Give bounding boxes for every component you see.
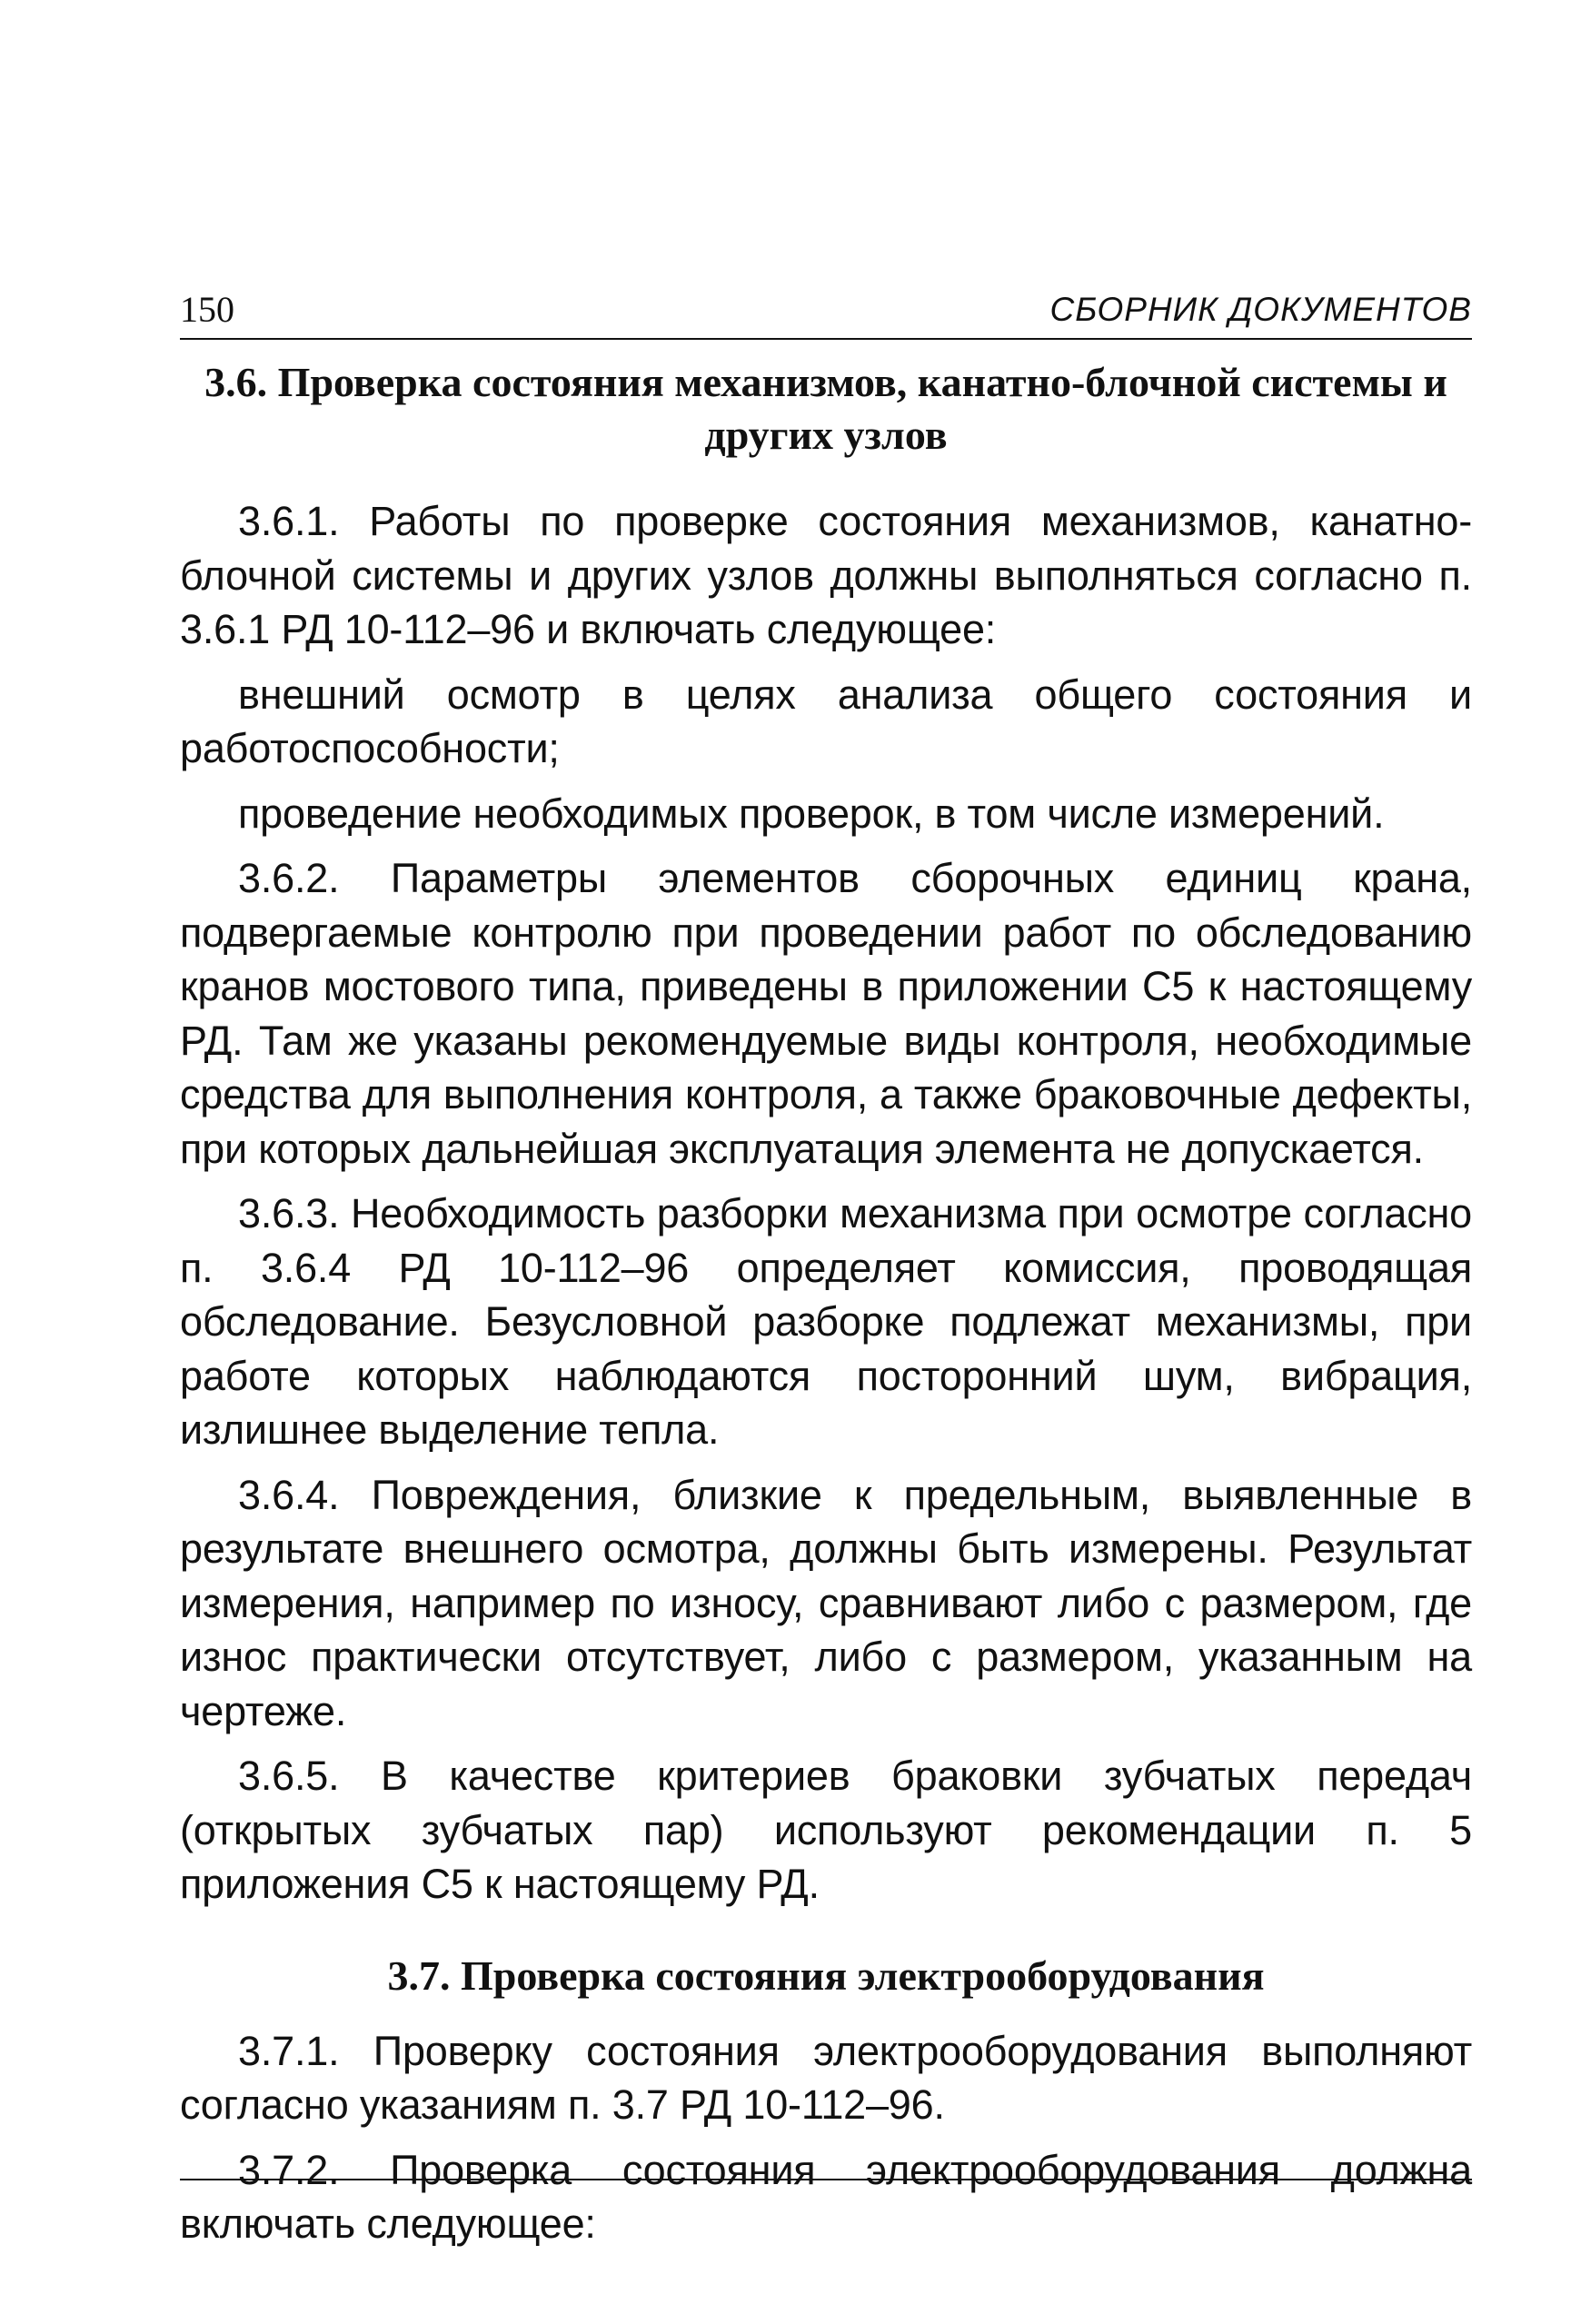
- paragraph-3-7-2: 3.7.2. Проверка состояния электрооборудования должна включать следующее:: [180, 2146, 1472, 2247]
- running-header: [180, 282, 1472, 340]
- section-heading-3-6: 3.6. Проверка состояния механизмов, канатно-блочной системы и других узлов: [204, 359, 1447, 458]
- paragraph-list-item: проведение необходимых проверок, в том числе измерений.: [238, 790, 1385, 837]
- paragraph-3-6-4: 3.6.4. Повреждения, близкие к предельным, выявленные в результате внешнего осмотра, должны быть измерены. Результат измерения, например по износу, сравнивают либо с размером, где износ практически отсутствует, либо с размером, указанным на чертеже.: [180, 1471, 1472, 1734]
- book-title: СБОРНИК ДОКУМЕНТОВ: [1049, 291, 1472, 328]
- document-page: [180, 282, 1472, 2262]
- bottom-divider: [180, 2179, 1472, 2180]
- paragraph-3-7-1: 3.7.1. Проверку состояния электрооборудования выполняют согласно указаниям п. 3.7 РД 10-112–96.: [180, 2027, 1472, 2128]
- page-number: 150: [180, 289, 234, 330]
- paragraph-3-6-3: 3.6.3. Необходимость разборки механизма при осмотре согласно п. 3.6.4 РД 10-112–96 определяет комиссия, проводящая обследование. Безусловной разборке подлежат механизмы, при работе которых наблюдаются посторонний шум, вибрация, излишнее выделение тепла.: [180, 1190, 1472, 1453]
- paragraph-3-6-2: 3.6.2. Параметры элементов сборочных единиц крана, подвергаемые контролю при проведении работ по обследованию кранов мостового типа, приведены в приложении С5 к настоящему РД. Там же указаны рекомендуемые виды контроля, необходимые средства для выполнения контроля, а также браковочные дефекты, при которых дальнейшая эксплуатация элемента не допускается.: [180, 855, 1472, 1172]
- section-heading-3-7: 3.7. Проверка состояния электрооборудования: [387, 1952, 1265, 1999]
- paragraph-3-6-5: 3.6.5. В качестве критериев браковки зубчатых передач (открытых зубчатых пар) используют рекомендации п. 5 приложения С5 к настоящему РД.: [180, 1753, 1472, 1907]
- paragraph-list-item: внешний осмотр в целях анализа общего состояния и работоспособности;: [180, 670, 1472, 771]
- paragraph-3-6-1: 3.6.1. Работы по проверке состояния механизмов, канатно-блочной системы и других узлов должны выполняться согласно п. 3.6.1 РД 10-112–96 и включать следующее:: [180, 498, 1472, 652]
